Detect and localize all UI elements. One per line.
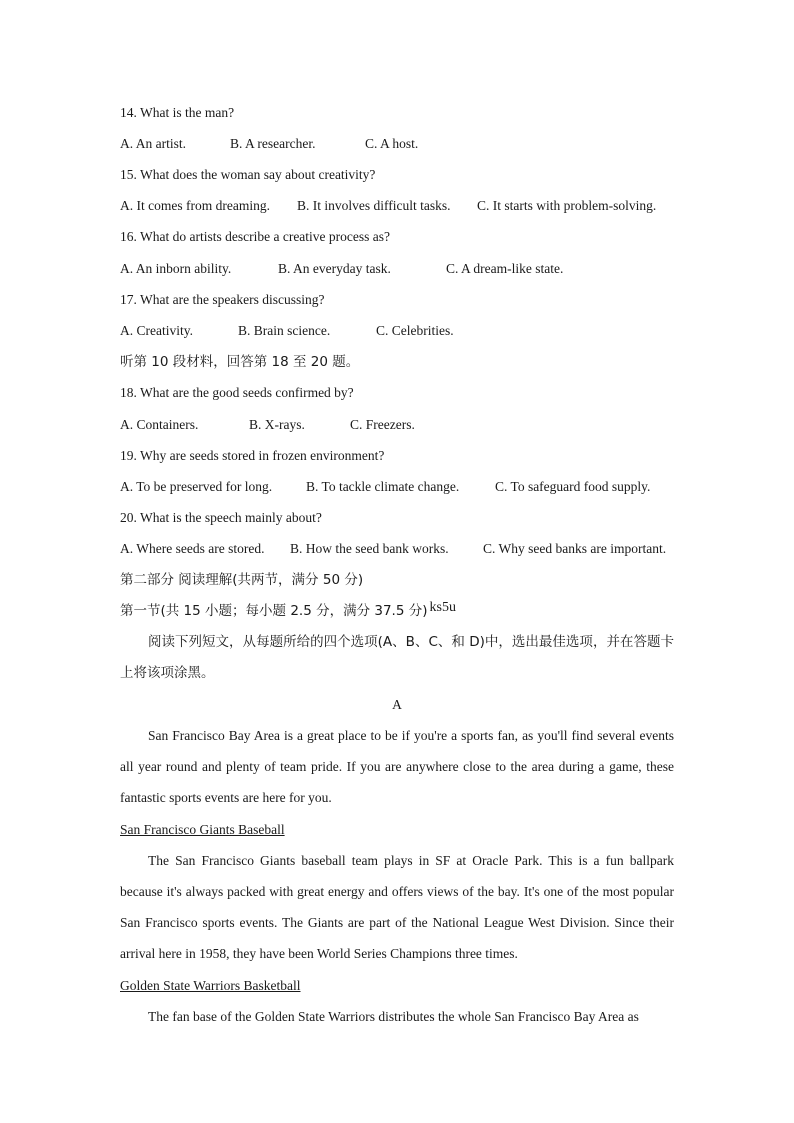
- option-c: C. A dream-like state.: [446, 261, 564, 276]
- option-a: A. Where seeds are stored.: [120, 541, 265, 556]
- option-c: C. Celebrities.: [376, 323, 454, 338]
- intro-paragraph: San Francisco Bay Area is a great place to be if you're a sports fan, as you'll find several events all year round and plenty of team pride. If you are anywhere close to the area during a game, these fantastic sports events are here for you.: [120, 728, 674, 805]
- reading-instructions: 阅读下列短文，从每题所给的四个选项(A、B、C、和 D)中，选出最佳选项，并在答题卡上将该项涂黑。: [120, 634, 674, 681]
- option-a: A. An artist.: [120, 136, 186, 151]
- part2-title: 第二部分 阅读理解(共两节，满分 50 分): [120, 572, 364, 588]
- question-20: 20. What is the speech mainly about?: [120, 510, 322, 525]
- question-17: 17. What are the speakers discussing?: [120, 292, 325, 307]
- option-b: B. Brain science.: [238, 323, 331, 338]
- option-b: B. A researcher.: [230, 136, 316, 151]
- section1-title-row: [120, 602, 456, 621]
- question-16: 16. What do artists describe a creative process as?: [120, 229, 391, 244]
- option-c: C. A host.: [365, 136, 419, 151]
- option-c: C. To safeguard food supply.: [495, 479, 651, 494]
- paragraph-warriors: The fan base of the Golden State Warriors distributes the whole San Francisco Bay Area as: [148, 1009, 639, 1024]
- option-b: B. To tackle climate change.: [306, 479, 460, 494]
- question-14: 14. What is the man?: [120, 105, 235, 120]
- option-a: A. An inborn ability.: [120, 261, 232, 276]
- option-c: C. Freezers.: [350, 417, 415, 432]
- option-a: A. Containers.: [120, 417, 199, 432]
- paragraph-giants: The San Francisco Giants baseball team plays in SF at Oracle Park. This is a fun ballpark because it's always packed with great energy and offers views of the bay. It's one of the most popular San Francisco sports events. The Giants are part of the National League West Division. Since their arrival here in 1958, they have been World Series Champions three times.: [120, 853, 674, 961]
- option-b: B. It involves difficult tasks.: [297, 198, 451, 213]
- question-15: 15. What does the woman say about creativity?: [120, 167, 376, 182]
- option-b: B. X-rays.: [249, 417, 305, 432]
- option-a: A. Creativity.: [120, 323, 193, 338]
- heading-warriors: Golden State Warriors Basketball: [120, 978, 301, 993]
- passage-label: A: [392, 697, 402, 712]
- question-18: 18. What are the good seeds confirmed by?: [120, 385, 354, 400]
- watermark-stamp: ks5u: [429, 600, 456, 615]
- option-b: B. An everyday task.: [278, 261, 391, 276]
- option-a: A. It comes from dreaming.: [120, 198, 270, 213]
- option-c: C. Why seed banks are important.: [483, 541, 667, 556]
- option-a: A. To be preserved for long.: [120, 479, 273, 494]
- question-19: 19. Why are seeds stored in frozen environment?: [120, 448, 385, 463]
- option-b: B. How the seed bank works.: [290, 541, 449, 556]
- section-note: 听第 10 段材料，回答第 18 至 20 题。: [120, 354, 360, 370]
- section1-title: 第一节(共 15 小题；每小题 2.5 分，满分 37.5 分): [120, 603, 428, 619]
- option-c: C. It starts with problem-solving.: [477, 198, 657, 213]
- heading-giants: San Francisco Giants Baseball: [120, 822, 285, 837]
